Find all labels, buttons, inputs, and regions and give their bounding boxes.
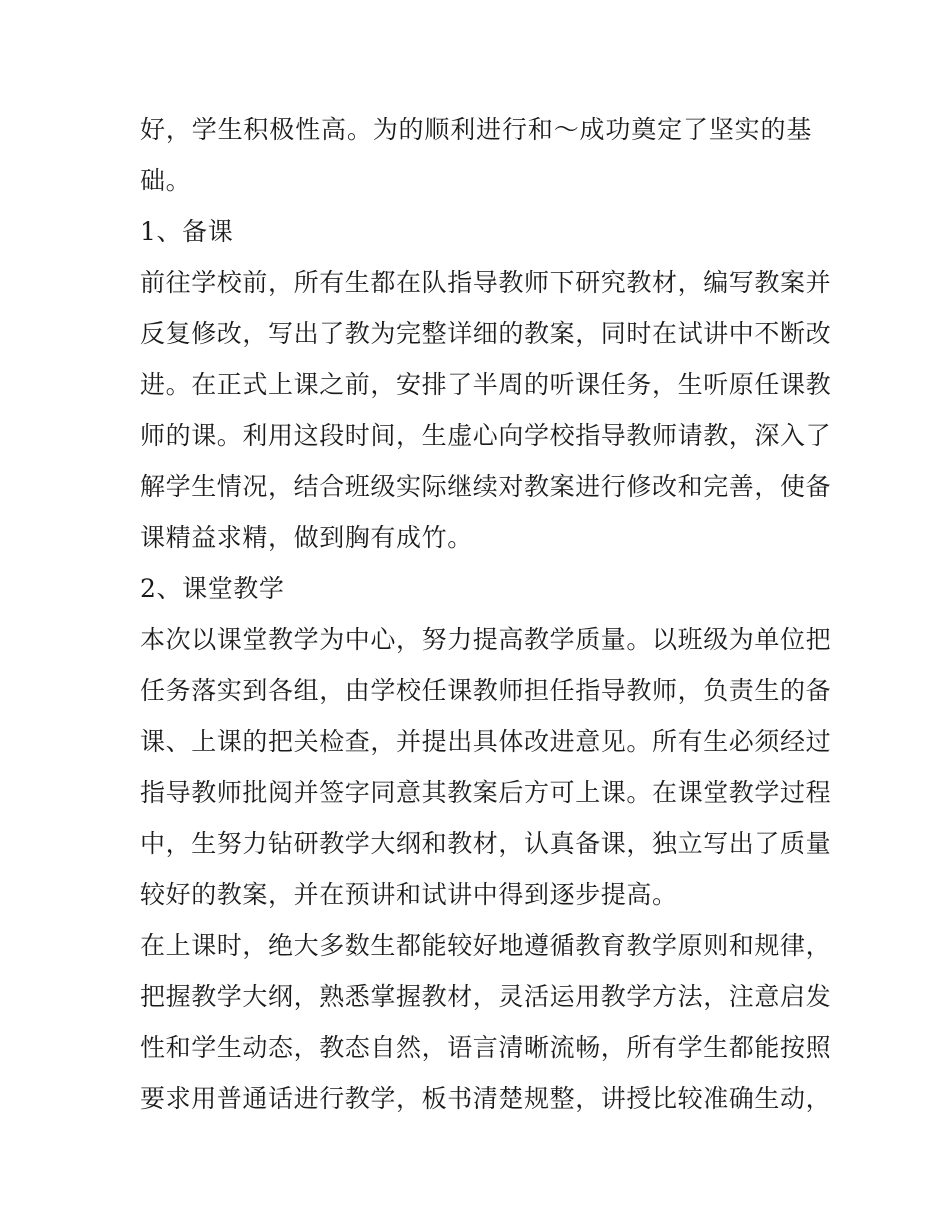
paragraph-line: 好，学生积极性高。为的顺利进行和～成功奠定了坚实的基 — [140, 115, 812, 144]
paragraph-line: 本次以课堂教学为中心，努力提高教学质量。以班级为单位把 — [140, 625, 832, 654]
paragraph-line: 进。在正式上课之前，安排了半周的听课任务，生听原任课教 — [140, 370, 832, 399]
body-paragraph — [140, 104, 812, 206]
paragraph-line: 中，生努力钻研教学大纲和教材，认真备课，独立写出了质量 — [140, 829, 832, 858]
body-paragraph — [140, 257, 832, 563]
paragraph-line: 课、上课的把关检查，并提出具体改进意见。所有生必须经过 — [140, 727, 832, 756]
paragraph-line: 指导教师批阅并签字同意其教案后方可上课。在课堂教学过程 — [140, 778, 832, 807]
section-heading: 2、课堂教学 — [140, 574, 285, 603]
paragraph-line: 础。 — [140, 166, 192, 195]
body-paragraph — [140, 920, 832, 1124]
paragraph-line: 较好的教案，并在预讲和试讲中得到逐步提高。 — [140, 880, 678, 909]
paragraph-line: 反复修改，写出了教为完整详细的教案，同时在试讲中不断改 — [140, 319, 832, 348]
paragraph-line: 任务落实到各组，由学校任课教师担任指导教师，负责生的备 — [140, 676, 832, 705]
paragraph-line: 要求用普通话进行教学，板书清楚规整，讲授比较准确生动， — [140, 1084, 832, 1113]
paragraph-line: 在上课时，绝大多数生都能较好地遵循教育教学原则和规律， — [140, 931, 832, 960]
paragraph-line: 性和学生动态，教态自然，语言清晰流畅，所有学生都能按照 — [140, 1033, 832, 1062]
section-heading: 1、备课 — [140, 217, 234, 246]
paragraph-line: 课精益求精，做到胸有成竹。 — [140, 523, 473, 552]
paragraph-line: 前往学校前，所有生都在队指导教师下研究教材，编写教案并 — [140, 268, 832, 297]
paragraph-line: 解学生情况，结合班级实际继续对教案进行修改和完善，使备 — [140, 472, 832, 501]
document-page — [140, 104, 832, 1124]
paragraph-line: 把握教学大纲，熟悉掌握教材，灵活运用教学方法，注意启发 — [140, 982, 832, 1011]
paragraph-line: 师的课。利用这段时间，生虚心向学校指导教师请教，深入了 — [140, 421, 832, 450]
body-paragraph — [140, 614, 832, 920]
